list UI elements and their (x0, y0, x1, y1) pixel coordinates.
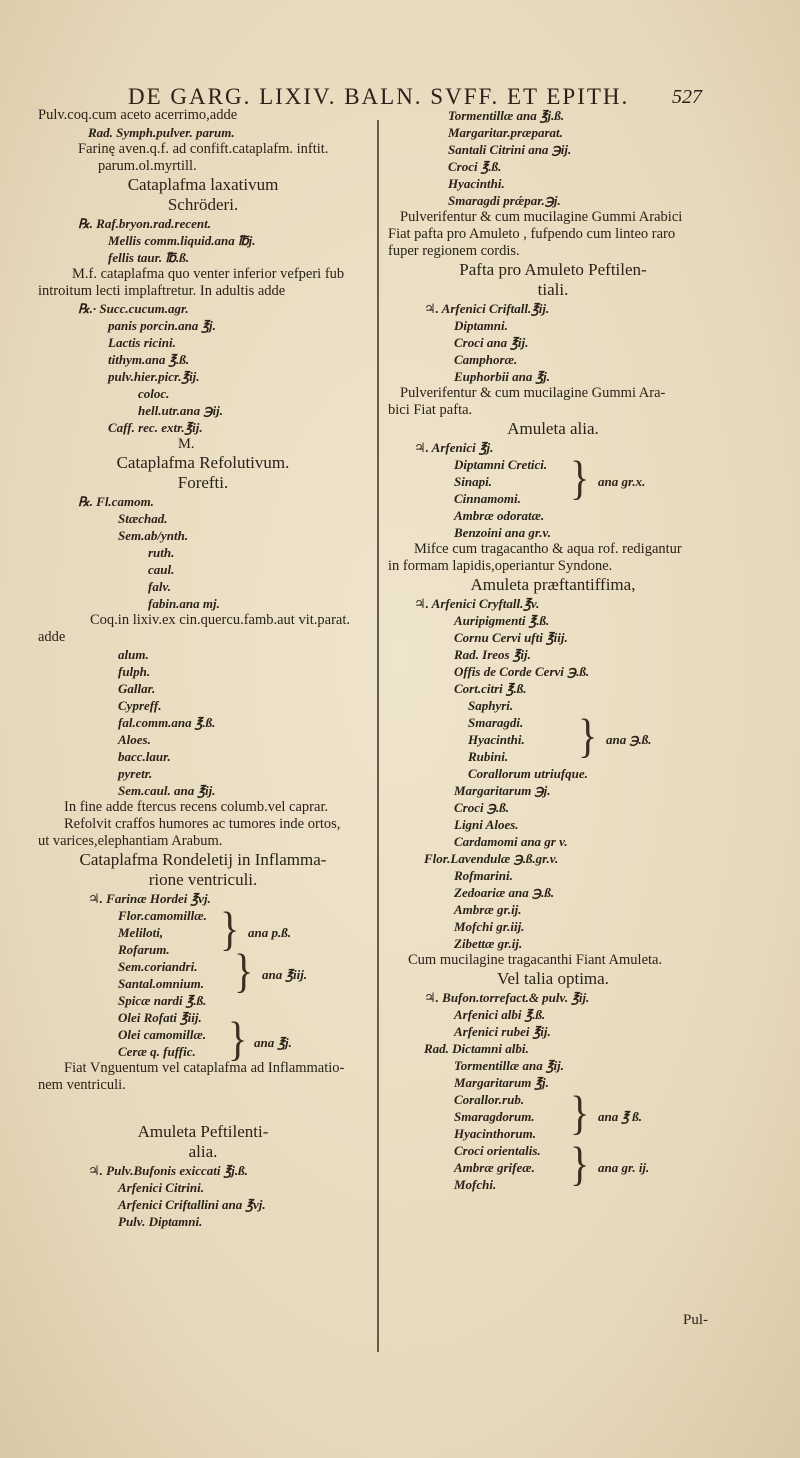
brace-glyph: } (228, 1011, 248, 1066)
recipe-line: Stæchad. (118, 511, 168, 526)
recipe-line: Santali Citrini ana ℈ij. (448, 142, 572, 157)
recipe-line: Mofchi. (454, 1177, 497, 1192)
recipe-line: Cypreff. (118, 698, 162, 713)
recipe-line: ℞. Raf.bryon.rad.recent. (78, 216, 211, 231)
recipe-line: Croci ℥.ß. (448, 159, 502, 174)
recipe-line: caul. (148, 562, 175, 577)
recipe-line: ♃. Bufon.torrefact.& pulv. ℥ij. (424, 990, 590, 1005)
quantity-note: ana ℥ ß. (598, 1108, 642, 1124)
recipe-line: Santal.omnium. (118, 976, 204, 991)
recipe-line: Spicæ nardi ℥.ß. (118, 993, 207, 1008)
quantity-note: ana gr.x. (598, 473, 646, 489)
recipe-line: Zedoariæ ana ℈.ß. (454, 885, 555, 900)
quantity-note: ana gr. ij. (598, 1159, 650, 1175)
recipe-line: Sinapi. (454, 474, 492, 489)
recipe-line: ♃. Farinæ Hordei ℥vj. (88, 891, 211, 906)
recipe-line: Meliloti, (118, 925, 164, 940)
text-line: fuper regionem cordis. (388, 243, 520, 259)
recipe-line: tithym.ana ℥.ß. (108, 352, 190, 367)
recipe-line: fulph. (118, 664, 151, 679)
recipe-line: Corallorum utriufque. (468, 766, 588, 781)
recipe-line: fellis taur. ℔.ß. (108, 250, 190, 265)
text-line: Farinę aven.q.f. ad confift.cataplafm. inftit. (78, 141, 329, 157)
text-line: Pulverifentur & cum mucilagine Gummi Arabici (400, 209, 683, 225)
recipe-line: Arfenici Criftallini ana ℥vj. (118, 1197, 266, 1212)
column-rule (377, 120, 379, 1352)
recipe-line: Camphoræ. (454, 352, 518, 367)
page-number: 527 (672, 86, 702, 108)
recipe-line: Rofmarini. (454, 868, 513, 883)
text-line: Cum mucilagine tragacanthi Fiant Amuleta. (408, 952, 663, 968)
recipe-line: Ligni Aloes. (454, 817, 519, 832)
brace-glyph: } (220, 900, 240, 955)
recipe-line: panis porcin.ana ℥j. (108, 318, 216, 333)
text-line: M.f. cataplafma quo venter inferior vefperi fub (72, 266, 345, 282)
right-column (388, 107, 718, 1193)
recipe-line: Saphyri. (468, 698, 514, 713)
recipe-line: Smaragdorum. (454, 1109, 535, 1124)
recipe-line: Flor.camomillæ. (118, 908, 207, 923)
text-line: Fiat Vnguentum vel cataplafma ad Inflammatio- (64, 1060, 345, 1076)
recipe-line: Auripigmenti ℥.ß. (454, 613, 550, 628)
spacer (38, 1094, 368, 1122)
brace-glyph: } (570, 1084, 590, 1139)
recipe-line: Olei camomillæ. (118, 1027, 207, 1042)
recipe-line: hell.utr.ana ℈ij. (138, 403, 223, 418)
recipe-line: ℞.· Succ.cucum.agr. (78, 301, 189, 316)
recipe-line: Mofchi gr.iij. (454, 919, 525, 934)
recipe-line: Ambræ gr.ij. (454, 902, 522, 917)
recipe-line: Caff. rec. extr.℥ij. (108, 420, 203, 435)
recipe-line: Margaritarum ℈j. (454, 783, 551, 798)
quantity-note: ana ℈.ß. (606, 731, 652, 747)
catchword: Pul- (683, 1312, 709, 1328)
recipe-line: pulv.hier.picr.℥ij. (108, 369, 200, 384)
text-line: M. (178, 436, 195, 452)
quantity-note: ana ℥j. (254, 1035, 292, 1050)
recipe-line: Ambræ grifeæ. (454, 1160, 535, 1175)
section-heading: Cataplafma laxativum (127, 175, 279, 194)
recipe-line: fabin.ana mj. (148, 596, 220, 611)
recipe-line: Rad. Ireos ℥ij. (454, 647, 531, 662)
recipe-line: Hyacinthi. (448, 176, 505, 191)
brace-glyph: } (570, 449, 590, 504)
recipe-line: ℞. Fl.camom. (78, 494, 154, 509)
text-line: In fine adde ftercus recens columb.vel caprar. (64, 799, 329, 815)
recipe-line: falv. (148, 579, 171, 594)
recipe-line: Rad. Dictamni albi. (424, 1041, 529, 1056)
recipe-line: Sem.coriandri. (118, 959, 198, 974)
recipe-line: Cornu Cervi ufti ℥iij. (454, 630, 568, 645)
ingredient-group (388, 697, 718, 782)
recipe-line: ♃. Arfenici Criftall.℥ij. (424, 301, 550, 316)
quantity-note: ana p.ß. (248, 924, 291, 940)
recipe-line: fal.comm.ana ℥.ß. (118, 715, 216, 730)
recipe-line: Ambræ odoratæ. (454, 508, 545, 523)
ingredient-group (388, 449, 718, 507)
ingredient-group (38, 900, 368, 958)
recipe-line: ruth. (148, 545, 175, 560)
section-heading: rione ventriculi. (148, 870, 258, 889)
recipe-line: Hyacinthorum. (454, 1126, 536, 1141)
recipe-line: bacc.laur. (118, 749, 171, 764)
recipe-line: Cort.citri ℥.ß. (454, 681, 527, 696)
recipe-line: Ceræ q. fuffic. (118, 1044, 196, 1059)
text-line: Refolvit craffos humores ac tumores inde ortos, (64, 816, 341, 832)
text-line: Mifce cum tragacantho & aqua rof. redigantur (414, 541, 682, 557)
recipe-line: Flor.Lavendulæ ℈.ß.gr.v. (424, 851, 559, 866)
recipe-line: Sem.ab/ynth. (118, 528, 189, 543)
brace-glyph: } (570, 1135, 590, 1190)
recipe-line: Croci ana ℥ij. (454, 335, 529, 350)
recipe-line: Zibettæ gr.ij. (454, 936, 523, 951)
text-line: Pulverifentur & cum mucilagine Gummi Ara- (400, 385, 666, 401)
recipe-line: alum. (118, 647, 149, 662)
recipe-line: Rad. Symph.pulver. parum. (88, 125, 235, 140)
section-heading: Cataplafma Refolutivum. (116, 453, 290, 472)
recipe-line: Lactis ricini. (108, 335, 176, 350)
recipe-line: Offis de Corde Cervi ℈.ß. (454, 664, 590, 679)
recipe-line: Mellis comm.liquid.ana ℔j. (108, 233, 256, 248)
recipe-line: Croci ℈.ß. (454, 800, 509, 815)
recipe-line: Pulv. Diptamni. (118, 1214, 203, 1229)
section-heading: Pafta pro Amuleto Peftilen- (459, 260, 647, 279)
recipe-line: Smaragdi prǽpar.℈j. (448, 193, 561, 208)
recipe-line: Rofarum. (118, 942, 170, 957)
recipe-line: Sem.caul. ana ℥ij. (118, 783, 216, 798)
section-heading: Vel talia optima. (497, 969, 609, 988)
recipe-line: Cardamomi ana gr v. (454, 834, 568, 849)
brace-glyph: } (234, 943, 254, 998)
recipe-line: Tormentillæ ana ℥j.ß. (448, 108, 565, 123)
recipe-line: Hyacinthi. (468, 732, 525, 747)
text-line: ut varices,elephantiam Arabum. (38, 833, 223, 849)
recipe-line: Euphorbii ana ℥j. (454, 369, 551, 384)
recipe-line: Cinnamomi. (454, 491, 521, 506)
recipe-line: Diptamni Cretici. (454, 457, 548, 472)
text-line: Fiat pafta pro Amuleto , fufpendo cum linteo raro (388, 226, 676, 242)
text-line: parum.ol.myrtill. (98, 158, 197, 174)
left-column (38, 107, 368, 1230)
text-line: introitum lecti implaftretur. In adultis adde (38, 283, 286, 299)
section-heading: alia. (188, 1142, 218, 1161)
section-heading: Amuleta Peftilenti- (137, 1122, 269, 1141)
recipe-line: ♃. Pulv.Bufonis exiccati ℥j.ß. (88, 1163, 248, 1178)
recipe-line: Gallar. (118, 681, 156, 696)
brace-glyph: } (578, 707, 598, 762)
section-heading: Schröderi. (167, 195, 239, 214)
recipe-line: Margaritarum ℥j. (454, 1075, 549, 1090)
recipe-line: pyretr. (118, 766, 153, 781)
recipe-line: coloc. (138, 386, 170, 401)
section-heading: Amuleta alia. (507, 419, 599, 438)
quantity-note: ana ℥iij. (262, 967, 308, 982)
text-line: bici Fiat pafta. (388, 402, 473, 418)
text-line: Coq.in lixiv.ex cin.quercu.famb.aut vit.parat. (90, 612, 350, 628)
text-line: adde (38, 629, 66, 645)
section-heading: Amuleta præftantiffima, (470, 575, 636, 594)
text-line: nem ventriculi. (38, 1077, 126, 1093)
section-heading: Cataplafma Rondeletij in Inflamma- (79, 850, 327, 869)
recipe-line: Margaritar.præparat. (448, 125, 563, 140)
recipe-line: Rubini. (468, 749, 509, 764)
recipe-line: ♃. Arfenici ℥j. (414, 440, 494, 455)
recipe-line: Croci orientalis. (454, 1143, 541, 1158)
recipe-line: Tormentillæ ana ℥ij. (454, 1058, 564, 1073)
text-line: in formam lapidis,operiantur Syndone. (388, 558, 613, 574)
section-heading: Forefti. (177, 473, 229, 492)
recipe-line: Aloes. (118, 732, 151, 747)
section-heading: tiali. (537, 280, 569, 299)
text-line: Pulv.coq.cum aceto acerrimo,adde (38, 107, 238, 123)
recipe-line: Olei Rofati ℥iij. (118, 1010, 202, 1025)
ingredient-group (388, 1084, 718, 1142)
ingredient-group (388, 1135, 718, 1193)
recipe-line: ♃. Arfenici Cryftall.℥v. (414, 596, 540, 611)
recipe-line: Arfenici Citrini. (118, 1180, 204, 1195)
recipe-line: Diptamni. (454, 318, 508, 333)
recipe-line: Smaragdi. (468, 715, 524, 730)
recipe-line: Corallor.rub. (454, 1092, 525, 1107)
recipe-line: Arfenici albi ℥.ß. (454, 1007, 546, 1022)
recipe-line: Benzoini ana gr.v. (454, 525, 552, 540)
running-header: DE GARG. LIXIV. BALN. SVFF. ET EPITH. (128, 84, 630, 109)
recipe-line: Arfenici rubei ℥ij. (454, 1024, 551, 1039)
